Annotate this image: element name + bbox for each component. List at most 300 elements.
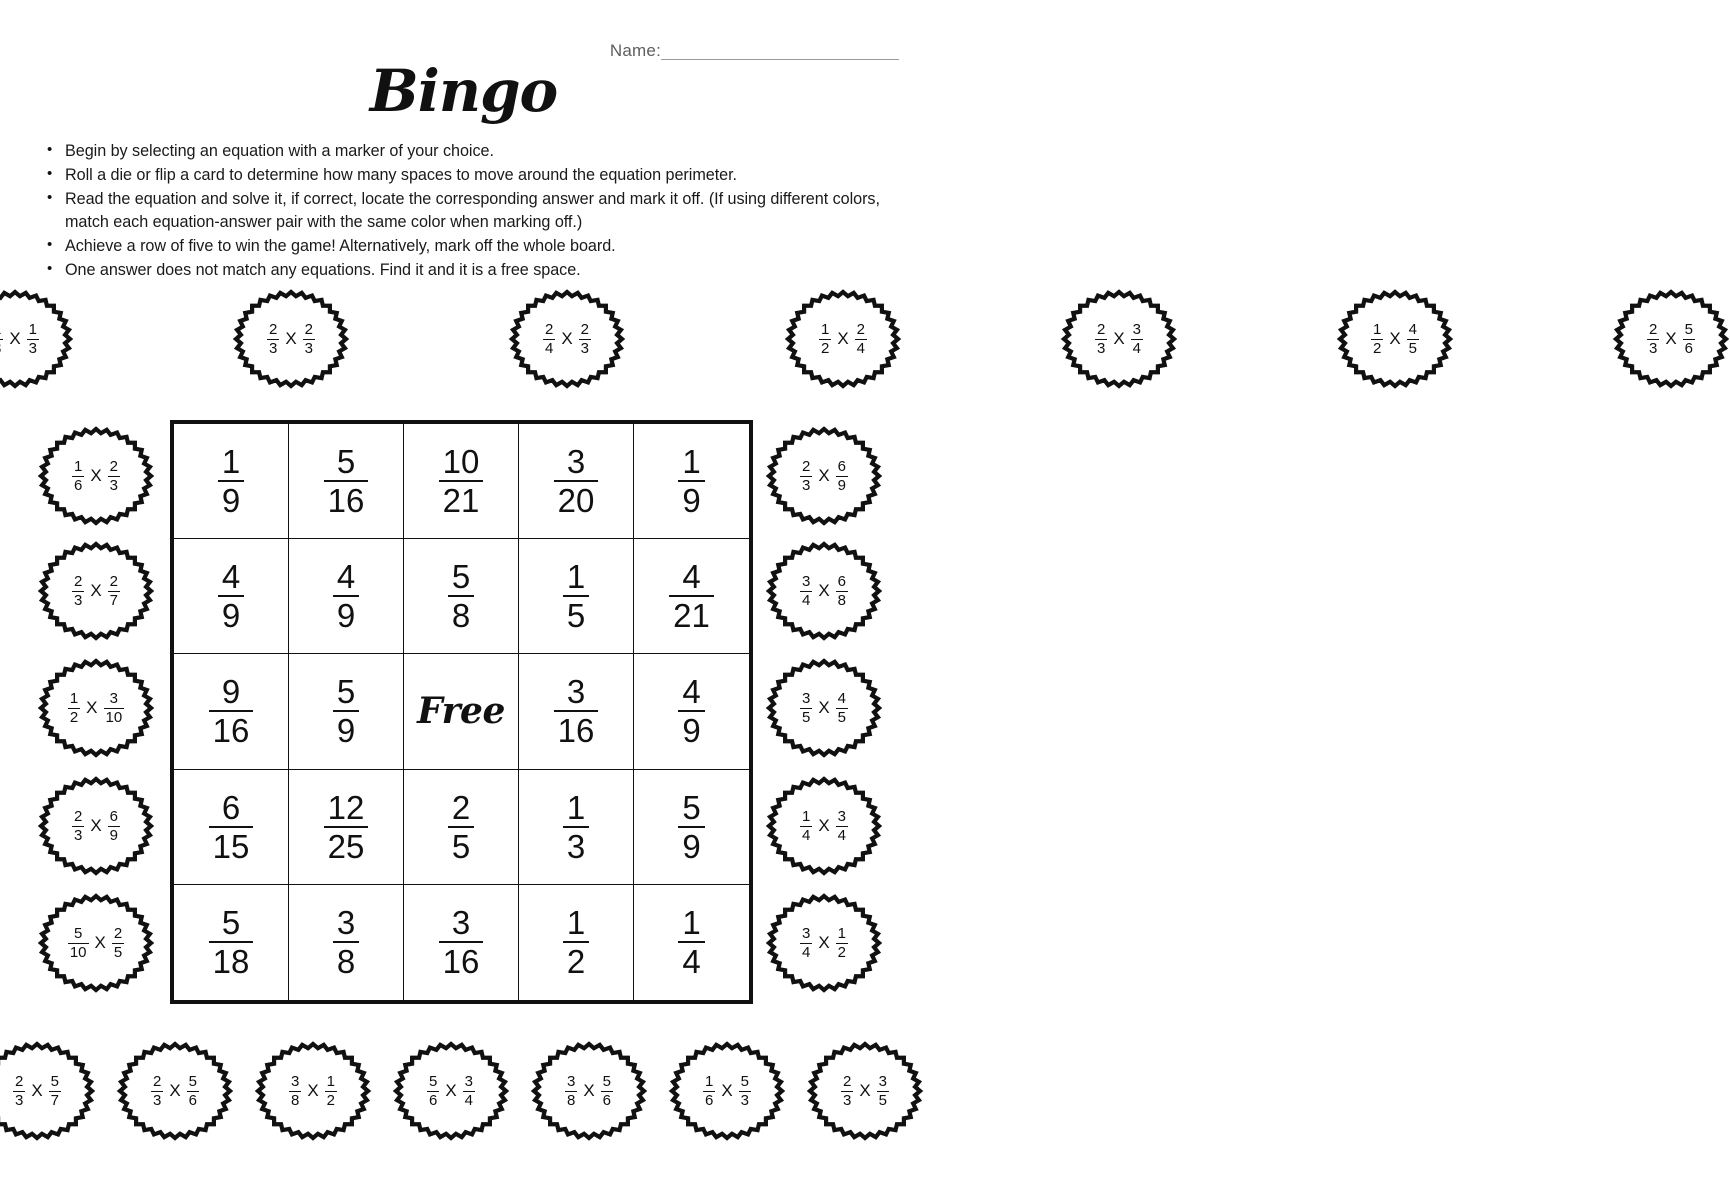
denominator: 2 (69, 708, 79, 726)
fraction-b (112, 926, 124, 960)
answer-fraction (333, 673, 359, 750)
fraction-a (800, 691, 812, 725)
bingo-cell[interactable] (289, 654, 404, 769)
denominator: 5 (837, 708, 847, 726)
equation-token-bottom-6[interactable] (806, 1040, 924, 1142)
numerator: 3 (290, 1073, 300, 1091)
denominator: 21 (439, 480, 484, 517)
denominator: 8 (333, 941, 359, 978)
multiply-symbol: X (90, 466, 102, 485)
equation-token-bottom-1[interactable] (116, 1040, 234, 1142)
denominator: 5 (448, 826, 474, 863)
multiply-symbol: X (1665, 329, 1677, 348)
bingo-cell[interactable] (174, 539, 289, 654)
numerator: 3 (837, 808, 847, 826)
fraction-a (13, 1074, 25, 1108)
denominator: 16 (209, 710, 254, 747)
numerator: 3 (464, 1073, 474, 1091)
equation-token-right-3[interactable] (765, 775, 883, 877)
numerator: 2 (304, 321, 314, 339)
answer-fraction (678, 788, 704, 865)
fraction-a (1371, 322, 1383, 356)
numerator: 10 (442, 443, 480, 481)
bingo-cell[interactable] (174, 885, 289, 1000)
numerator: 6 (837, 458, 847, 476)
fraction-b (855, 322, 867, 356)
numerator: 1 (28, 321, 38, 339)
equation-text (800, 459, 848, 493)
multiply-symbol: X (86, 698, 98, 717)
equation-text (68, 926, 124, 960)
equation-token-left-0[interactable] (37, 425, 155, 527)
answer-fraction (678, 673, 704, 750)
denominator: 18 (209, 941, 254, 978)
denominator: 7 (50, 1091, 60, 1109)
numerator: 2 (268, 321, 278, 339)
denominator: 10 (69, 943, 87, 961)
equation-token-bottom-0[interactable] (0, 1040, 96, 1142)
denominator: 9 (218, 480, 244, 517)
fraction-b (104, 691, 125, 725)
numerator: 1 (837, 925, 847, 943)
denominator: 3 (73, 826, 83, 844)
equation-token-bottom-2[interactable] (254, 1040, 372, 1142)
fraction-b (1131, 322, 1143, 356)
denominator: 3 (1648, 339, 1658, 357)
bingo-cell[interactable] (289, 424, 404, 539)
numerator: 5 (188, 1073, 198, 1091)
denominator: 9 (333, 710, 359, 747)
numerator: 2 (14, 1073, 24, 1091)
fraction-b (303, 322, 315, 356)
equation-text (800, 691, 848, 725)
denominator: 3 (801, 476, 811, 494)
equation-token-right-0[interactable] (765, 425, 883, 527)
denominator: 16 (439, 941, 484, 978)
denominator: 16 (554, 710, 599, 747)
fraction-b (325, 1074, 337, 1108)
denominator: 3 (28, 339, 38, 357)
equation-token-left-3[interactable] (37, 775, 155, 877)
equation-text (800, 809, 848, 843)
equation-text (819, 322, 867, 356)
fraction-a (1095, 322, 1107, 356)
fraction-b (1683, 322, 1695, 356)
denominator: 5 (801, 708, 811, 726)
numerator: 4 (1408, 321, 1418, 339)
denominator: 16 (324, 480, 369, 517)
equation-text (800, 574, 848, 608)
numerator: 1 (566, 558, 586, 596)
denominator: 6 (602, 1091, 612, 1109)
equation-token-top-4[interactable] (1060, 288, 1178, 390)
equation-text (1095, 322, 1143, 356)
numerator: 1 (566, 788, 586, 826)
denominator: 4 (1132, 339, 1142, 357)
denominator: 8 (566, 1091, 576, 1109)
denominator: 2 (326, 1091, 336, 1109)
numerator: 6 (221, 788, 241, 826)
multiply-symbol: X (90, 816, 102, 835)
denominator: 8 (837, 591, 847, 609)
answer-fraction (439, 443, 484, 520)
denominator: 2 (1372, 339, 1382, 357)
answer-fraction (554, 443, 599, 520)
bingo-cell[interactable] (174, 424, 289, 539)
numerator: 5 (1684, 321, 1694, 339)
numerator: 5 (428, 1073, 438, 1091)
numerator: 5 (73, 925, 83, 943)
fraction-b (108, 459, 120, 493)
denominator: 8 (290, 1091, 300, 1109)
answer-fraction (324, 788, 369, 865)
denominator: 6 (73, 476, 83, 494)
denominator: 3 (304, 339, 314, 357)
equation-token-top-6[interactable] (1612, 288, 1730, 390)
fraction-b (739, 1074, 751, 1108)
denominator: 6 (428, 1091, 438, 1109)
equation-token-left-1[interactable] (37, 540, 155, 642)
numerator: 5 (221, 904, 241, 942)
bingo-cell[interactable] (404, 885, 519, 1000)
instruction-item: • Begin by selecting an equation with a marker of your choice. (40, 140, 893, 163)
numerator: 9 (221, 673, 241, 711)
denominator: 2 (837, 943, 847, 961)
denominator: 9 (218, 595, 244, 632)
answer-fraction (678, 904, 704, 981)
answer-fraction (563, 788, 589, 865)
fraction-a (0, 322, 3, 356)
denominator: 7 (109, 591, 119, 609)
bingo-cell[interactable] (404, 770, 519, 885)
fraction-a (841, 1074, 853, 1108)
numerator: 1 (326, 1073, 336, 1091)
denominator: 4 (544, 339, 554, 357)
bingo-cell[interactable] (634, 654, 749, 769)
multiply-symbol: X (445, 1081, 457, 1100)
bingo-cell[interactable] (289, 885, 404, 1000)
fraction-a (72, 574, 84, 608)
fraction-b (601, 1074, 613, 1108)
denominator: 3 (73, 591, 83, 609)
denominator: 3 (14, 1091, 24, 1109)
multiply-symbol: X (307, 1081, 319, 1100)
numerator: 2 (152, 1073, 162, 1091)
answer-fraction (439, 904, 484, 981)
equation-text (68, 691, 124, 725)
equation-token-bottom-5[interactable] (668, 1040, 786, 1142)
numerator: 2 (73, 808, 83, 826)
denominator: 20 (554, 480, 599, 517)
bingo-cell[interactable] (634, 770, 749, 885)
answer-fraction (324, 443, 369, 520)
equation-token-right-4[interactable] (765, 892, 883, 994)
answer-fraction (563, 904, 589, 981)
fraction-a (819, 322, 831, 356)
fraction-a (289, 1074, 301, 1108)
fraction-b (836, 809, 848, 843)
equation-text (1371, 322, 1419, 356)
numerator: 2 (580, 321, 590, 339)
fraction-b (187, 1074, 199, 1108)
multiply-symbol: X (721, 1081, 733, 1100)
fraction-b (836, 926, 848, 960)
numerator: 3 (566, 673, 586, 711)
multiply-symbol: X (818, 466, 830, 485)
denominator: 3 (740, 1091, 750, 1109)
bingo-cell[interactable] (404, 539, 519, 654)
bingo-cell[interactable] (174, 654, 289, 769)
fraction-a (267, 322, 279, 356)
denominator: 9 (678, 826, 704, 863)
numerator: 3 (451, 904, 471, 942)
fraction-a (68, 926, 89, 960)
numerator: 5 (50, 1073, 60, 1091)
denominator: 9 (109, 826, 119, 844)
numerator: 4 (336, 558, 356, 596)
fraction-b (108, 574, 120, 608)
name-field[interactable] (610, 42, 899, 60)
fraction-b (836, 459, 848, 493)
multiply-symbol: X (837, 329, 849, 348)
numerator: 2 (73, 573, 83, 591)
denominator: 2 (820, 339, 830, 357)
fraction-b (877, 1074, 889, 1108)
denominator: 6 (188, 1091, 198, 1109)
equation-text (72, 809, 120, 843)
numerator: 1 (1372, 321, 1382, 339)
numerator: 3 (1132, 321, 1142, 339)
fraction-b (579, 322, 591, 356)
denominator: 9 (678, 710, 704, 747)
denominator: 4 (837, 826, 847, 844)
numerator: 1 (566, 904, 586, 942)
denominator: 3 (563, 826, 589, 863)
multiply-symbol: X (818, 816, 830, 835)
numerator: 5 (682, 788, 701, 826)
numerator: 5 (740, 1073, 750, 1091)
numerator: 3 (566, 1073, 576, 1091)
numerator: 6 (837, 573, 847, 591)
instruction-item: • Achieve a row of five to win the game! Alternatively, mark off the whole board. (40, 235, 893, 258)
bingo-cell[interactable] (634, 885, 749, 1000)
bingo-cell[interactable] (289, 770, 404, 885)
numerator: 4 (682, 673, 701, 711)
fraction-b (836, 574, 848, 608)
equation-token-top-3[interactable] (784, 288, 902, 390)
bingo-cell[interactable] (289, 539, 404, 654)
numerator: 4 (221, 558, 241, 596)
denominator: 6 (1684, 339, 1694, 357)
equation-text (72, 459, 120, 493)
equation-token-top-5[interactable] (1336, 288, 1454, 390)
equation-text (1647, 322, 1695, 356)
numerator: 2 (109, 458, 119, 476)
bingo-cell[interactable] (519, 654, 634, 769)
multiply-symbol: X (818, 581, 830, 600)
equation-token-right-2[interactable] (765, 657, 883, 759)
fraction-a (68, 691, 80, 725)
instruction-item: • Read the equation and solve it, if correct, locate the corresponding answer and mark it off. (If using different colors, match each equation-answer pair with the same color when marking off.) (40, 188, 893, 234)
answer-fraction (209, 904, 254, 981)
numerator: 3 (566, 443, 586, 481)
numerator: 6 (109, 808, 119, 826)
denominator: 5 (1408, 339, 1418, 357)
denominator: 9 (678, 480, 704, 517)
multiply-symbol: X (1113, 329, 1125, 348)
answer-fraction (333, 558, 359, 635)
equation-token-top-2[interactable] (508, 288, 626, 390)
denominator: 3 (268, 339, 278, 357)
denominator: 4 (464, 1091, 474, 1109)
free-space-label: Free (417, 690, 505, 733)
fraction-a (427, 1074, 439, 1108)
bingo-cell-free[interactable] (404, 654, 519, 769)
numerator: 1 (682, 904, 701, 942)
fraction-a (565, 1074, 577, 1108)
multiply-symbol: X (818, 698, 830, 717)
bingo-cell[interactable] (519, 539, 634, 654)
multiply-symbol: X (31, 1081, 43, 1100)
numerator: 1 (820, 321, 830, 339)
denominator: 4 (801, 826, 811, 844)
bingo-cell[interactable] (519, 770, 634, 885)
fraction-a (703, 1074, 715, 1108)
denominator: 8 (448, 595, 474, 632)
equation-text (565, 1074, 613, 1108)
answer-fraction (218, 443, 244, 520)
numerator: 2 (842, 1073, 852, 1091)
denominator: 3 (152, 1091, 162, 1109)
multiply-symbol: X (9, 329, 21, 348)
equation-token-left-2[interactable] (37, 657, 155, 759)
numerator: 2 (1096, 321, 1106, 339)
equation-text (703, 1074, 751, 1108)
instruction-item: • Roll a die or flip a card to determine how many spaces to move around the equation perimeter. (40, 164, 893, 187)
numerator: 2 (109, 573, 119, 591)
numerator: 1 (801, 808, 811, 826)
multiply-symbol: X (1389, 329, 1401, 348)
fraction-a (72, 809, 84, 843)
equation-text (800, 926, 848, 960)
denominator: 3 (1096, 339, 1106, 357)
fraction-b (108, 809, 120, 843)
equation-token-bottom-3[interactable] (392, 1040, 510, 1142)
denominator: 5 (113, 943, 123, 961)
numerator: 5 (451, 558, 471, 596)
equation-text (13, 1074, 61, 1108)
bingo-cell[interactable] (634, 424, 749, 539)
fraction-a (543, 322, 555, 356)
denominator: 25 (324, 826, 369, 863)
answer-fraction (669, 558, 714, 635)
denominator: 10 (105, 708, 123, 726)
denominator: 3 (109, 476, 119, 494)
answer-fraction (563, 558, 589, 635)
denominator: 9 (333, 595, 359, 632)
multiply-symbol: X (285, 329, 297, 348)
denominator: 15 (209, 826, 254, 863)
instruction-item: • One answer does not match any equations. Find it and it is a free space. (40, 259, 893, 282)
denominator: 4 (801, 943, 811, 961)
fraction-a (800, 809, 812, 843)
fraction-a (800, 926, 812, 960)
equation-text (841, 1074, 889, 1108)
multiply-symbol: X (859, 1081, 871, 1100)
fraction-a (800, 574, 812, 608)
equation-text (0, 322, 39, 356)
bingo-cell[interactable] (174, 770, 289, 885)
numerator: 2 (113, 925, 123, 943)
numerator: 4 (837, 690, 847, 708)
numerator: 1 (682, 443, 701, 481)
bingo-cell[interactable] (519, 885, 634, 1000)
bingo-board[interactable] (170, 420, 753, 1004)
bingo-cell[interactable] (404, 424, 519, 539)
multiply-symbol: X (94, 933, 106, 952)
numerator: 3 (336, 904, 356, 942)
answer-fraction (448, 788, 474, 865)
denominator: 6 (704, 1091, 714, 1109)
denominator: 3 (580, 339, 590, 357)
fraction-a (1647, 322, 1659, 356)
fraction-b (463, 1074, 475, 1108)
equation-token-bottom-4[interactable] (530, 1040, 648, 1142)
denominator: 9 (837, 476, 847, 494)
bingo-cell[interactable] (634, 539, 749, 654)
bingo-cell[interactable] (519, 424, 634, 539)
numerator: 2 (856, 321, 866, 339)
answer-fraction (333, 904, 359, 981)
equation-token-right-1[interactable] (765, 540, 883, 642)
fraction-b (836, 691, 848, 725)
fraction-b (27, 322, 39, 356)
equation-text (151, 1074, 199, 1108)
fraction-b (1407, 322, 1419, 356)
equation-token-top-1[interactable] (232, 288, 350, 390)
numerator: 3 (878, 1073, 888, 1091)
fraction-a (151, 1074, 163, 1108)
equation-token-top-0[interactable] (0, 288, 74, 390)
denominator: 4 (678, 941, 704, 978)
multiply-symbol: X (583, 1081, 595, 1100)
answer-fraction (448, 558, 474, 635)
instructions-list (40, 140, 893, 283)
name-label: Name: (609, 41, 661, 60)
equation-text (72, 574, 120, 608)
answer-fraction (209, 788, 254, 865)
numerator: 1 (69, 690, 79, 708)
numerator: 3 (801, 690, 811, 708)
answer-fraction (209, 673, 254, 750)
numerator: 1 (73, 458, 83, 476)
answer-fraction (554, 673, 599, 750)
numerator: 5 (336, 673, 356, 711)
denominator: 2 (563, 941, 589, 978)
fraction-a (72, 459, 84, 493)
denominator (0, 339, 3, 356)
equation-token-left-4[interactable] (37, 892, 155, 994)
denominator: 3 (842, 1091, 852, 1109)
equation-text (289, 1074, 337, 1108)
equation-text (543, 322, 591, 356)
numerator: 3 (801, 925, 811, 943)
multiply-symbol: X (818, 933, 830, 952)
denominator: 21 (669, 595, 714, 632)
numerator: 2 (544, 321, 554, 339)
name-blank-line[interactable] (661, 45, 899, 60)
denominator: 4 (856, 339, 866, 357)
